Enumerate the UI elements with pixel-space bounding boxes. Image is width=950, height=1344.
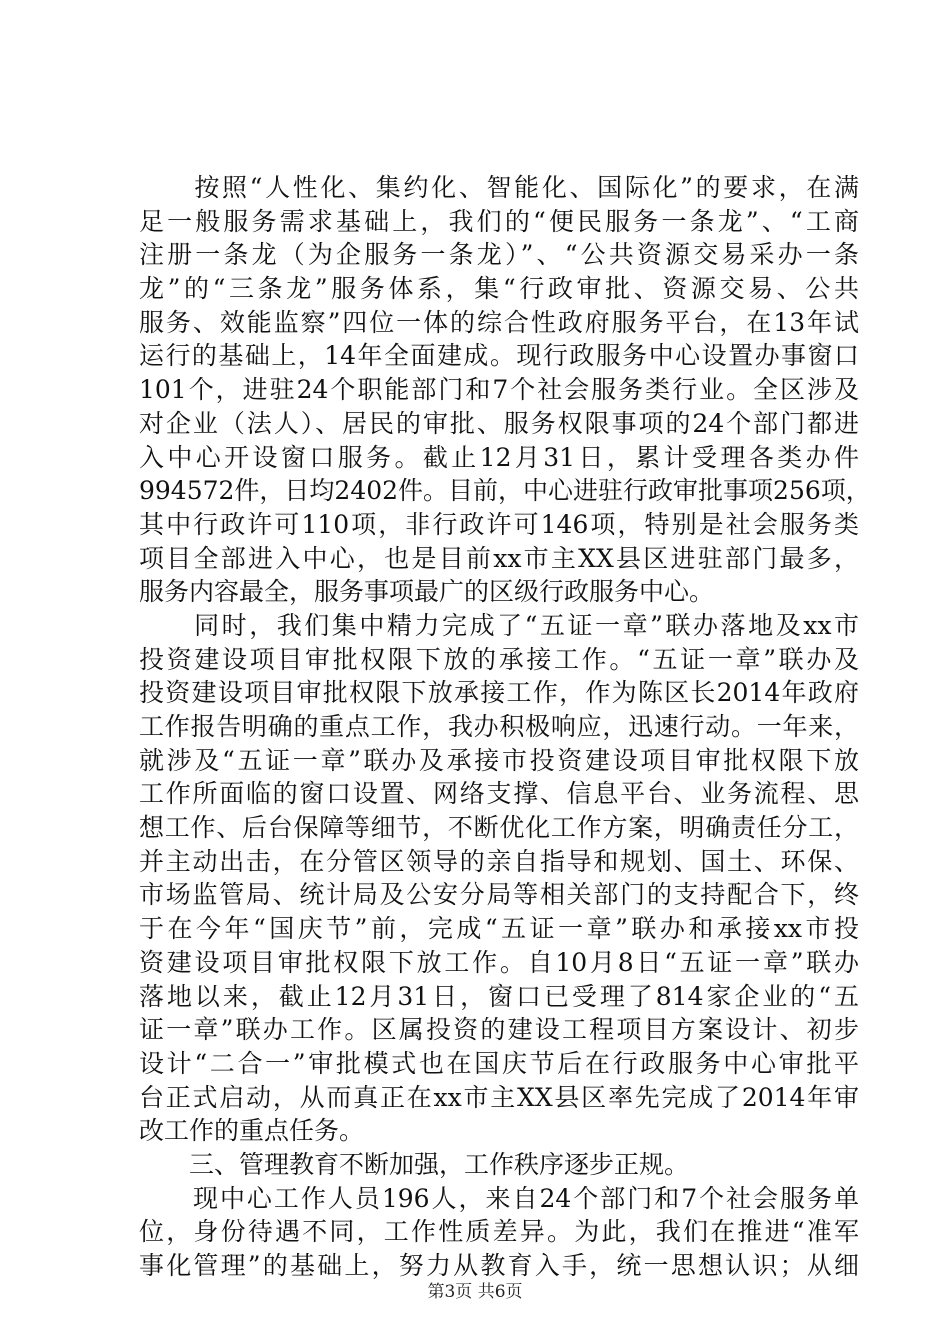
text-line: 资建设项目审批权限下放工作。自10月8日“五证一章”联办 xyxy=(139,947,859,977)
text-line: 按照“人性化、集约化、智能化、国际化”的要求，在满 xyxy=(139,173,859,202)
text-line: 工作报告明确的重点工作，我办积极响应，迅速行动。一年来， xyxy=(139,712,859,741)
page-number-footer: 第3页 共6页 xyxy=(427,1282,523,1302)
text-line: 项目全部进入中心，也是目前xx市主XX县区进驻部门最多， xyxy=(139,543,859,573)
text-line: 事化管理”的基础上，努力从教育入手，统一思想认识；从细 xyxy=(139,1251,859,1280)
text-line: 想工作、后台保障等细节，不断优化工作方案，明确责任分工， xyxy=(139,813,859,843)
text-line: 设计“二合一”审批模式也在国庆节后在行政服务中心审批平 xyxy=(139,1048,859,1078)
text-line: 市场监管局、统计局及公安分局等相关部门的支持配合下，终 xyxy=(139,880,859,910)
text-line: 101个，进驻24个职能部门和7个社会服务类行业。全区涉及 xyxy=(139,375,859,405)
text-line: 龙”的“三条龙”服务体系，集“行政审批、资源交易、公共 xyxy=(139,274,859,304)
document-body xyxy=(139,171,871,1283)
text-line: 服务、效能监察”四位一体的综合性政府服务平台，在13年试 xyxy=(139,307,859,337)
text-line: 并主动出击，在分管区领导的亲自指导和规划、国土、环保、 xyxy=(139,846,859,876)
text-line: 运行的基础上，14年全面建成。现行政服务中心设置办事窗口 xyxy=(139,341,859,371)
text-line: 三、管理教育不断加强，工作秩序逐步正规。 xyxy=(139,1149,690,1179)
text-line: 台正式启动，从而真正在xx市主XX县区率先完成了2014年审 xyxy=(139,1082,859,1112)
text-line: 足一般服务需求基础上，我们的“便民服务一条龙”、“工商 xyxy=(139,206,859,236)
text-line: 其中行政许可110项，非行政许可146项，特别是社会服务类 xyxy=(139,509,859,539)
text-line: 对企业（法人）、居民的审批、服务权限事项的24个部门都进 xyxy=(139,408,859,438)
text-line: 落地以来，截止12月31日，窗口已受理了814家企业的“五 xyxy=(139,981,859,1011)
text-line: 投资建设项目审批权限下放承接工作，作为陈区长2014年政府 xyxy=(139,678,859,708)
text-line: 改工作的重点任务。 xyxy=(139,1116,365,1146)
text-line: 位，身份待遇不同，工作性质差异。为此，我们在推进“准军 xyxy=(139,1217,859,1247)
text-line: 注册一条龙（为企服务一条龙）”、“公共资源交易采办一条 xyxy=(139,240,859,270)
text-line: 994572件，日均2402件。目前，中心进驻行政审批事项256项， xyxy=(139,476,871,506)
text-line: 入中心开设窗口服务。截止12月31日，累计受理各类办件 xyxy=(139,442,859,472)
text-line: 服务内容最全，服务事项最广的区级行政服务中心。 xyxy=(139,577,715,607)
text-line: 工作所面临的窗口设置、网络支撑、信息平台、业务流程、思 xyxy=(139,779,859,809)
text-line: 投资建设项目审批权限下放的承接工作。“五证一章”联办及 xyxy=(139,644,859,674)
text-line: 现中心工作人员196人，来自24个部门和7个社会服务单 xyxy=(139,1183,859,1213)
text-line: 证一章”联办工作。区属投资的建设工程项目方案设计、初步 xyxy=(139,1015,859,1045)
text-line: 同时，我们集中精力完成了“五证一章”联办落地及xx市 xyxy=(139,610,859,640)
text-line: 于在今年“国庆节”前，完成“五证一章”联办和承接xx市投 xyxy=(139,914,859,944)
text-line: 就涉及“五证一章”联办及承接市投资建设项目审批权限下放 xyxy=(139,745,859,775)
